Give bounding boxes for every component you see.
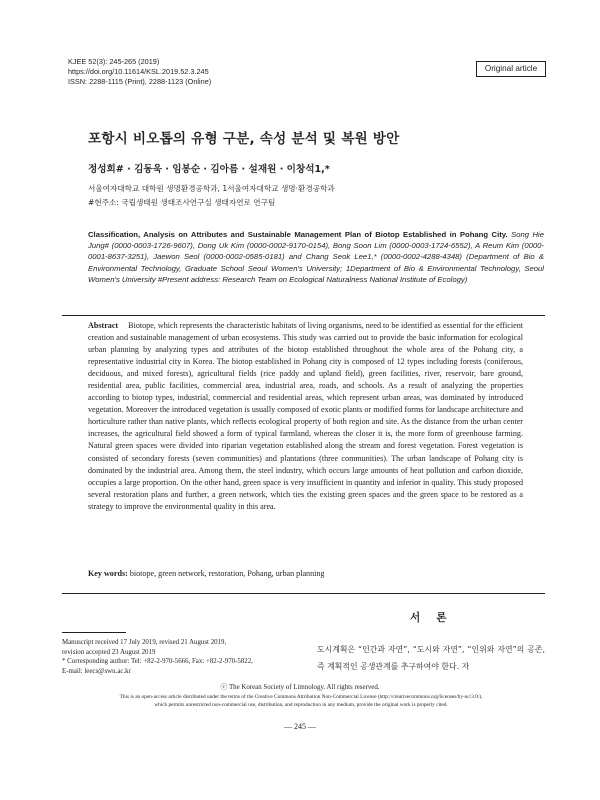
footnote-rule bbox=[62, 632, 126, 633]
manuscript-notes bbox=[62, 638, 302, 676]
keywords-line bbox=[88, 569, 523, 578]
issn-line: ISSN: 2288-1115 (Print), 2288-1123 (Online) bbox=[68, 77, 212, 86]
keywords-text: biotope, green network, restoration, Pohang, urban planning bbox=[129, 569, 325, 578]
article-type-badge: Original article bbox=[476, 61, 546, 77]
affiliation-korean-line: 서울여자대학교 대학원 생명환경공학과, 1서울여자대학교 생명·환경공학과 bbox=[88, 184, 335, 193]
keywords-label: Key words: bbox=[88, 569, 128, 578]
author-list-korean: 정성희# · 김동욱 · 임봉순 · 김아름 · 설재원 · 이창석1,* bbox=[88, 164, 330, 175]
section-heading-char: 서 bbox=[410, 612, 421, 624]
email-line[interactable]: E-mail: leecs@swu.ac.kr bbox=[62, 667, 131, 675]
license-line: which permits unrestricted non-commercial use, distribution, and reproduction in any medium, provide the original work is properly cited. bbox=[154, 702, 448, 709]
paper-title-korean: 포항시 비오톱의 유형 구분, 속성 분석 및 복원 방안 bbox=[88, 131, 400, 147]
body-text-korean: 도시계획은 “인간과 자연”, “도시와 자연”, “인위와 자연”의 공존, 즉 계획적인 공생관계를 추구하여야 한다. 자 bbox=[317, 645, 545, 671]
received-line: Manuscript received 17 July 2019, revised 21 August 2019, bbox=[62, 639, 227, 646]
corresponding-author-line: * Corresponding author: Tel: +82-2-970-5666, Fax: +82-2-970-5822, bbox=[62, 658, 253, 666]
abstract-top-rule bbox=[62, 315, 545, 316]
abstract-section bbox=[88, 320, 523, 513]
abstract-bottom-rule bbox=[62, 593, 545, 594]
author-affiliations-english: Song Hie Jung# (0000-0003-1726-9607), Dong Uk Kim (0000-0002-9170-0154), Bong Soon Lim (0000-0003-1724-6552), A Reum Kim (0000-0001-8637-3251), Jaewon Seol (0000-0002-0585-0181) and Chang Seok Lee1,* (0000-0002-4288-4348) (Department of Bio & Environmental Technology, Graduate School Seoul Women's University; 1Department of Bio & Environmental Technology, Seoul Women's University #Present address: Research Team on Ecological Naturalness National Institute of Ecology) bbox=[88, 230, 545, 284]
section-heading-introduction bbox=[410, 610, 462, 625]
present-address-korean-line: #현주소: 국립생태원 생태조사연구실 생태자연로 연구팀 bbox=[88, 198, 276, 207]
accepted-line: revision accepted 23 August 2019 bbox=[62, 648, 156, 656]
license-line: This is an open-access article distributed under the terms of the Creative Commons Attribution Non-Commercial License (http://creativecommons.org/licenses/by-nc/3.0/), bbox=[119, 694, 483, 700]
journal-citation-block bbox=[68, 57, 211, 87]
journal-volume-line: KJEE 52(3): 245-265 (2019) bbox=[68, 57, 160, 66]
page-number: — 245 — bbox=[284, 722, 316, 731]
abstract-heading: Abstract bbox=[88, 321, 119, 330]
abstract-text: Biotope, which represents the characteristic habitats of living organisms, need to be identified as essential for the efficient creation and sustainable management of urban ecosystems. This study was carried out to provide the basic information for ecological urban planning by analyzing types and attributes of the biotop established throughout the whole area of the Pohang city, a representative industrial city in Korea. The biotop established in Pohang city is composed of 12 types including forests (coniferous, deciduous, and mixed forests), agricultural fields (rice paddy and upland field), green facilities, river, reservoir, bare ground, residential area, public facilities, commercial area, industrial area, roads, and schools. As a result of analyzing the properties according to biotop types, industrial, commercial and residential areas, which represent urban areas, was dominated by introduced vegetation. Moreover the introduced vegetation is usually composed of exotic plants or modified forms for landscape architecture and horticulture rather than native plants, which reflects ecological property of both region and site. As the distance from the urban center increases, the agricultural field showed a form of typical farmland, whereas the closer it is, the more form of greenhouse farming. Natural green spaces were divided into riparian vegetation established along the stream and forest vegetation. Forest vegetation is consisted of secondary forests (seven communities) and plantations (three communities). The urban landscape of Pohang city is dominated by the industrial area. Among them, the steel industry, which occurs large amounts of heat pollution and carbon dioxide, occupies a large proportion. On the other hand, green space is very insufficient in quantity and inferior in quality. This study proposed several restoration plans and further, a green network, which ties the existing green spaces and the green space to be restored as a strategy to improve the environmental quality in this area. bbox=[88, 321, 523, 511]
doi-link[interactable]: https://doi.org/10.11614/KSL.2019.52.3.245 bbox=[68, 67, 209, 76]
copyright-notice: ⓒ The Korean Society of Limnology. All rights reserved. bbox=[220, 684, 380, 691]
section-heading-char: 론 bbox=[436, 612, 447, 624]
english-title-block bbox=[88, 229, 544, 285]
paper-title-english: Classification, Analysis on Attributes and Sustainable Management Plan of Biotop Established in Pohang City. bbox=[88, 230, 508, 239]
license-notice bbox=[56, 693, 546, 710]
